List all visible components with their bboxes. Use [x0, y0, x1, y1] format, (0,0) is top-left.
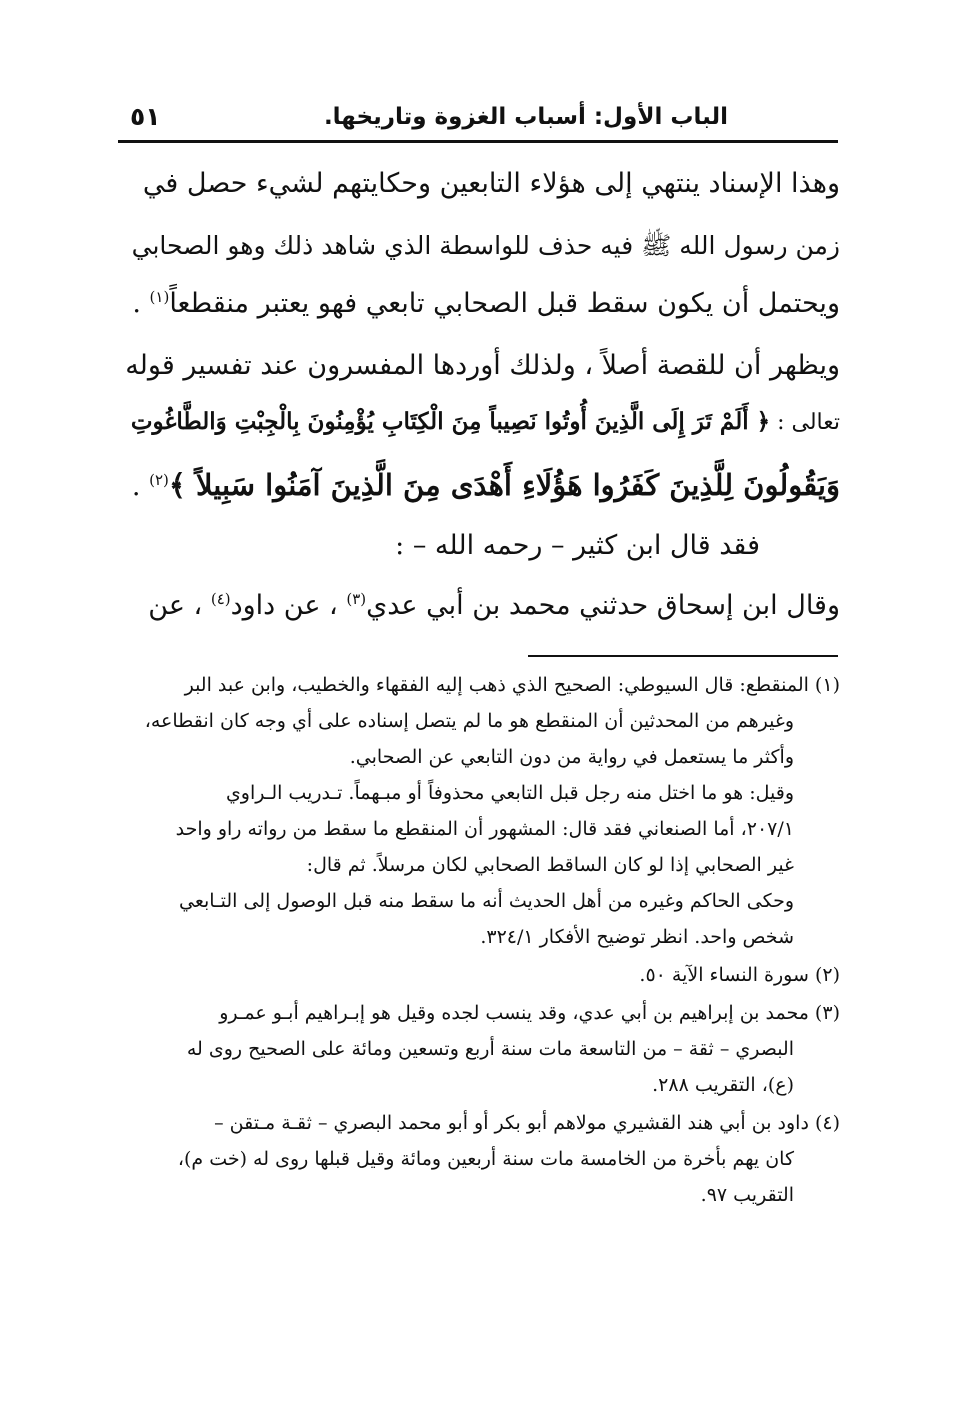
- header-divider: [118, 140, 838, 143]
- footnote-line: (٢) سورة النساء الآية ٥٠.: [639, 964, 840, 986]
- body-line-6: [132, 468, 840, 502]
- footnote-line: وأكثر ما يستعمل في رواية من دون التابعي عن الصحابي.: [349, 746, 794, 768]
- body-line-8-b: ، عن داود: [230, 590, 338, 621]
- footnote-line: غير الصحابي إذا لو كان الساقط الصحابي لكان مرسلاً. ثم قال:: [306, 854, 794, 876]
- footnote-line: (٣) محمد بن إبراهيم بن أبي عدي، وقد ينسب لجده وقيل هو إبـراهيم أبـو عمـرو: [219, 1002, 840, 1024]
- body-line-3: [132, 288, 840, 319]
- body-line-5: [131, 408, 840, 435]
- body-line-8-c: ، عن: [148, 590, 203, 621]
- quran-verse-line-1: ﴿ أَلَمْ تَرَ إِلَى الَّذِينَ أُوتُوا نَصِيباً مِنَ الْكِتَابِ يُؤْمِنُونَ بِالْجِبْتِ وَالطَّاغُوتِ: [130, 408, 771, 435]
- footnote-ref-3: (٣): [346, 590, 367, 608]
- chapter-title: الباب الأول: أسباب الغزوة وتاريخها.: [323, 104, 728, 130]
- quran-verse-line-2: وَيَقُولُونَ لِلَّذِينَ كَفَرُوا هَؤُلَاءِ أَهْدَى مِنَ الَّذِينَ آمَنُوا سَبِيلاً ﴾: [168, 468, 840, 502]
- footnote-line: البصري – ثقة – من التاسعة مات سنة أربع وتسعين ومائة على الصحيح روى له: [186, 1038, 794, 1060]
- footnote-line: وحكى الحاكم وغيره من أهل الحديث أنه ما سقط منه قبل الوصول إلى التـابعي: [178, 890, 794, 912]
- footnote-line: التقريب ٩٧.: [700, 1184, 794, 1206]
- footnote-line: ٢٠٧/١، أما الصنعاني فقد قال: المشهور أن المنقطع ما سقط من رواته راو واحد: [175, 818, 794, 840]
- footnote-line: وغيرهم من المحدثين أن المنقطع هو ما لم يتصل إسناده على أي وجه كان انقطاعه،: [144, 710, 794, 732]
- footnote-divider: [528, 655, 838, 657]
- footnote-line: وقيل: هو ما اختل منه رجل قبل التابعي محذوفاً أو مبـهماً. تـدريب الـراوي: [225, 782, 794, 804]
- body-line-7: فقد قال ابن كثير – رحمه الله – :: [395, 530, 760, 561]
- footnote-line: (١) المنقطع: قال السيوطي: الصحيح الذي ذهب إليه الفقهاء والخطيب، وابن عبد البر: [184, 674, 840, 696]
- footnote-ref-4: (٤): [210, 590, 231, 608]
- body-line-2: زمن رسول الله ﷺ فيه حذف للواسطة الذي شاهد ذلك وهو الصحابي: [131, 231, 840, 260]
- page-number: ٥١: [130, 102, 161, 131]
- running-header: [118, 100, 840, 140]
- footnote-line: (ع)، التقريب ٢٨٨.: [652, 1074, 794, 1096]
- body-line-1: وهذا الإسناد ينتهي إلى هؤلاء التابعين وحكايتهم لشيء حصل في: [142, 168, 840, 199]
- body-line-6-end: .: [131, 471, 141, 502]
- body-line-3-end: .: [132, 288, 141, 319]
- body-line-4: ويظهر أن للقصة أصلاً ، ولذلك أوردها المفسرون عند تفسير قوله: [125, 350, 840, 381]
- footnote-line: (٤) داود بن أبي هند القشيري مولاهم أبو بكر أو أبو محمد البصري – ثقـة مـتقن –: [214, 1112, 840, 1134]
- taala-label: تعالى :: [777, 410, 840, 435]
- body-line-3-text: ويحتمل أن يكون سقط قبل الصحابي تابعي فهو يعتبر منقطعاً: [169, 288, 840, 319]
- body-line-8: [148, 590, 840, 621]
- body-line-8-a: وقال ابن إسحاق حدثني محمد بن أبي عدي: [366, 590, 840, 621]
- footnote-ref-1: (١): [149, 288, 170, 306]
- footnote-line: شخص واحد. انظر توضيح الأفكار ٣٢٤/١.: [480, 926, 794, 948]
- footnote-ref-2: (٢): [149, 471, 169, 489]
- footnote-line: كان يهم بأخرة من الخامسة مات سنة أربعين ومائة وقيل قبلها روى له (خت م)،: [177, 1148, 794, 1170]
